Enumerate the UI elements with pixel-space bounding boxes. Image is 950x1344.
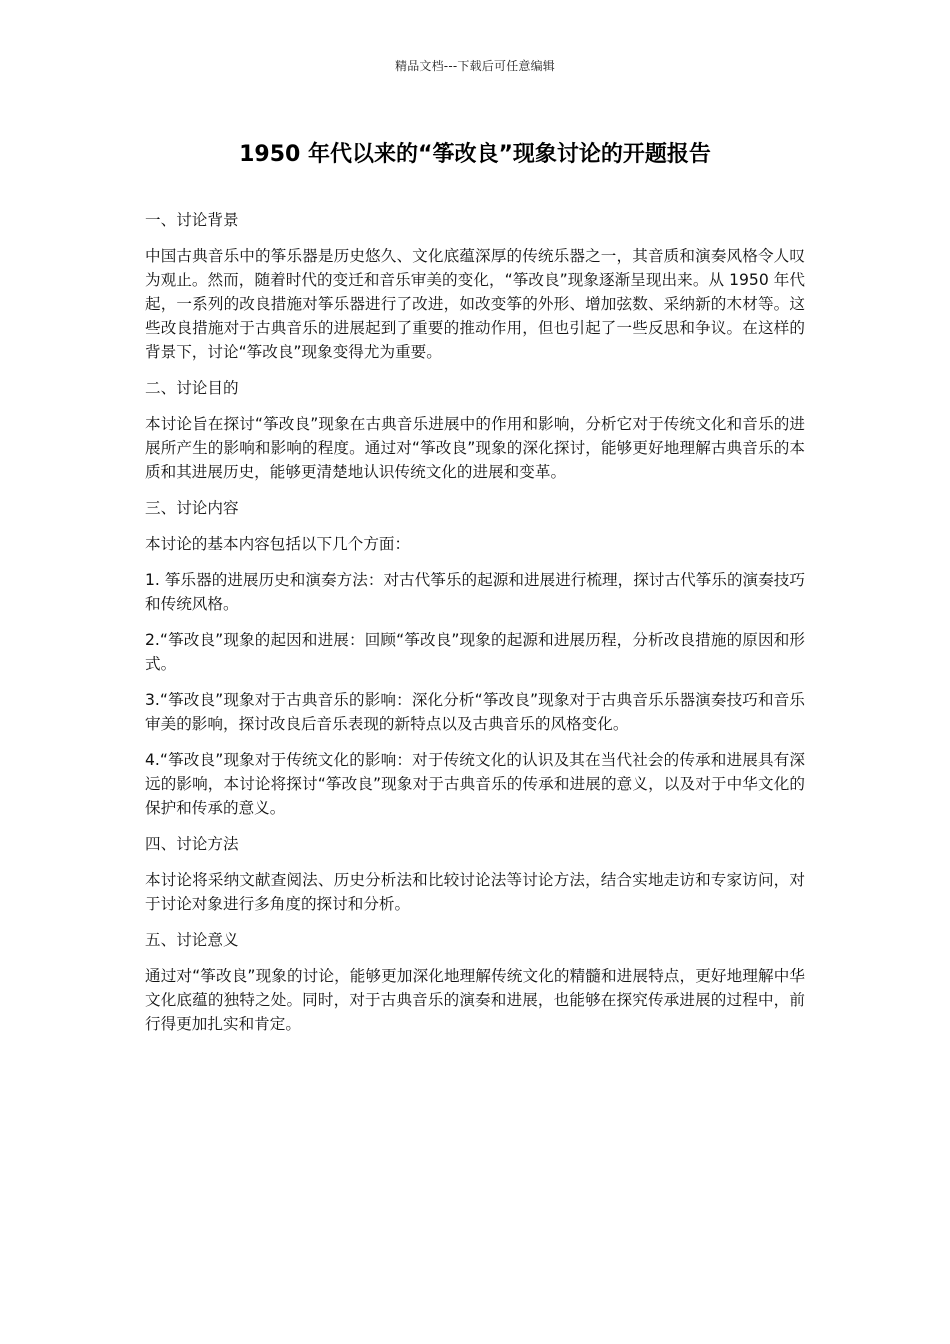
section-text-background: 中国古典音乐中的筝乐器是历史悠久、文化底蕴深厚的传统乐器之一，其音质和演奏风格令人叹为观止。然而，随着时代的变迁和音乐审美的变化，“筝改良”现象逐渐呈现出来。从 1950 年代起，一系列的改良措施对筝乐器进行了改进，如改变筝的外形、增加弦数、采纳新的木材等。这些改良措施对于古典音乐的进展起到了重要的推动作用，但也引起了一些反思和争议。在这样的背景下，讨论“筝改良”现象变得尤为重要。 bbox=[145, 247, 805, 361]
content-item-2: 2.“筝改良”现象的起因和进展：回顾“筝改良”现象的起源和进展历程，分析改良措施的原因和形式。 bbox=[145, 631, 805, 673]
section-heading-method: 四、讨论方法 bbox=[145, 835, 239, 853]
section-text-significance: 通过对“筝改良”现象的讨论，能够更加深化地理解传统文化的精髓和进展特点，更好地理解中华文化底蕴的独特之处。同时，对于古典音乐的演奏和进展，也能够在探究传承进展的过程中，前行得更加扎实和肯定。 bbox=[145, 967, 805, 1033]
document-body bbox=[145, 208, 805, 1048]
section-text-method: 本讨论将采纳文献查阅法、历史分析法和比较讨论法等讨论方法，结合实地走访和专家访问，对于讨论对象进行多角度的探讨和分析。 bbox=[145, 871, 805, 913]
section-text-purpose: 本讨论旨在探讨“筝改良”现象在古典音乐进展中的作用和影响，分析它对于传统文化和音乐的进展所产生的影响和影响的程度。通过对“筝改良”现象的深化探讨，能够更好地理解古典音乐的本质和其进展历史，能够更清楚地认识传统文化的进展和变革。 bbox=[145, 415, 805, 481]
section-heading-background: 一、讨论背景 bbox=[145, 211, 239, 229]
section-heading-content: 三、讨论内容 bbox=[145, 499, 239, 517]
document-title: 1950 年代以来的“筝改良”现象讨论的开题报告 bbox=[239, 142, 711, 167]
content-item-3: 3.“筝改良”现象对于古典音乐的影响：深化分析“筝改良”现象对于古典音乐乐器演奏技巧和音乐审美的影响，探讨改良后音乐表现的新特点以及古典音乐的风格变化。 bbox=[145, 691, 805, 733]
content-item-1: 1. 筝乐器的进展历史和演奏方法：对古代筝乐的起源和进展进行梳理，探讨古代筝乐的演奏技巧和传统风格。 bbox=[145, 571, 805, 613]
content-item-4: 4.“筝改良”现象对于传统文化的影响：对于传统文化的认识及其在当代社会的传承和进展具有深远的影响，本讨论将探讨“筝改良”现象对于古典音乐的传承和进展的意义，以及对于中华文化的保护和传承的意义。 bbox=[145, 751, 805, 817]
section-heading-significance: 五、讨论意义 bbox=[145, 931, 239, 949]
section-intro-content: 本讨论的基本内容包括以下几个方面： bbox=[145, 535, 411, 553]
section-heading-purpose: 二、讨论目的 bbox=[145, 379, 239, 397]
header-note: 精品文档---下载后可任意编辑 bbox=[395, 59, 555, 73]
